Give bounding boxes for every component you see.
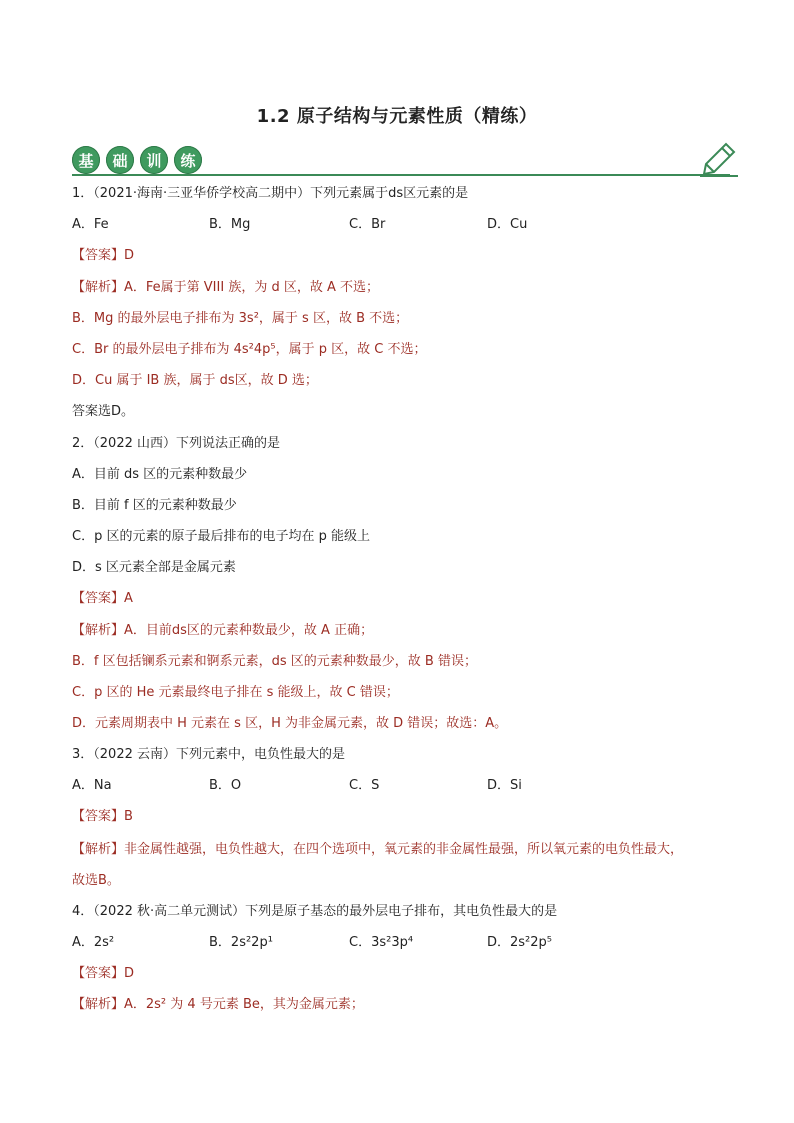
q3-option-b: B．O — [209, 778, 242, 793]
q4-stem: 4．（2022 秋·高二单元测试）下列是原子基态的最外层电子排布，其电负性最大的是 — [72, 904, 558, 919]
q3-option-c: C．S — [349, 778, 380, 793]
q2-analysis-3: C．p 区的 He 元素最终电子排在 s 能级上，故 C 错误； — [72, 685, 399, 700]
q3-option-a: A．Na — [72, 778, 112, 793]
q1-option-b: B．Mg — [209, 217, 251, 232]
q3-option-d: D．Si — [487, 778, 522, 793]
q2-option-b: B．目前 f 区的元素种数最少 — [72, 498, 237, 513]
banner-char-3: 训 — [140, 146, 168, 174]
q2-option-a: A．目前 ds 区的元素种数最少 — [72, 467, 248, 482]
q2-analysis-2: B．f 区包括镧系元素和锕系元素，ds 区的元素种数最少，故 B 错误； — [72, 654, 477, 669]
q1-analysis-4: D．Cu 属于 IB 族，属于 ds区，故 D 选； — [72, 373, 318, 388]
q4-option-c: C．3s²3p⁴ — [349, 935, 414, 950]
q1-stem: 1．（2021·海南·三亚华侨学校高二期中）下列元素属于ds区元素的是 — [72, 186, 469, 201]
q2-analysis-4: D．元素周期表中 H 元素在 s 区，H 为非金属元素，故 D 错误；故选：A。 — [72, 716, 508, 731]
q4-analysis-1: 【解析】A．2s² 为 4 号元素 Be，其为金属元素； — [72, 997, 364, 1012]
q3-analysis-2: 故选B。 — [72, 873, 120, 888]
q4-option-b: B．2s²2p¹ — [209, 935, 273, 950]
q1-analysis-1: 【解析】A．Fe属于第 VIII 族，为 d 区，故 A 不选； — [72, 280, 379, 295]
q2-answer: 【答案】A — [72, 591, 133, 606]
document-title: 1.2 原子结构与元素性质（精练） — [256, 106, 538, 127]
banner-char-2: 础 — [106, 146, 134, 174]
q1-analysis-2: B．Mg 的最外层电子排布为 3s²，属于 s 区，故 B 不选； — [72, 311, 409, 326]
q2-stem: 2．（2022 山西）下列说法正确的是 — [72, 436, 280, 451]
q3-stem: 3．（2022 云南）下列元素中，电负性最大的是 — [72, 747, 345, 762]
q1-option-c: C．Br — [349, 217, 386, 232]
banner-char-4: 练 — [174, 146, 202, 174]
q2-option-c: C．p 区的元素的原子最后排布的电子均在 p 能级上 — [72, 529, 370, 544]
q4-option-d: D．2s²2p⁵ — [487, 935, 553, 950]
banner-char-1: 基 — [72, 146, 100, 174]
q2-analysis-1: 【解析】A．目前ds区的元素种数最少，故 A 正确； — [72, 623, 374, 638]
q1-option-d: D．Cu — [487, 217, 528, 232]
q3-answer: 【答案】B — [72, 809, 133, 824]
q1-conclusion: 答案选D。 — [72, 404, 135, 419]
section-banner — [72, 140, 742, 180]
q4-answer: 【答案】D — [72, 966, 135, 981]
q2-option-d: D．s 区元素全部是金属元素 — [72, 560, 236, 575]
pencil-icon — [698, 140, 738, 178]
q1-answer: 【答案】D — [72, 248, 135, 263]
q3-analysis-1: 【解析】非金属性越强，电负性越大，在四个选项中，氧元素的非金属性最强，所以氧元素的电负性最大， — [72, 842, 684, 857]
banner-rule — [72, 174, 730, 176]
q4-option-a: A．2s² — [72, 935, 115, 950]
q1-analysis-3: C．Br 的最外层电子排布为 4s²4p⁵，属于 p 区，故 C 不选； — [72, 342, 427, 357]
q1-option-a: A．Fe — [72, 217, 109, 232]
